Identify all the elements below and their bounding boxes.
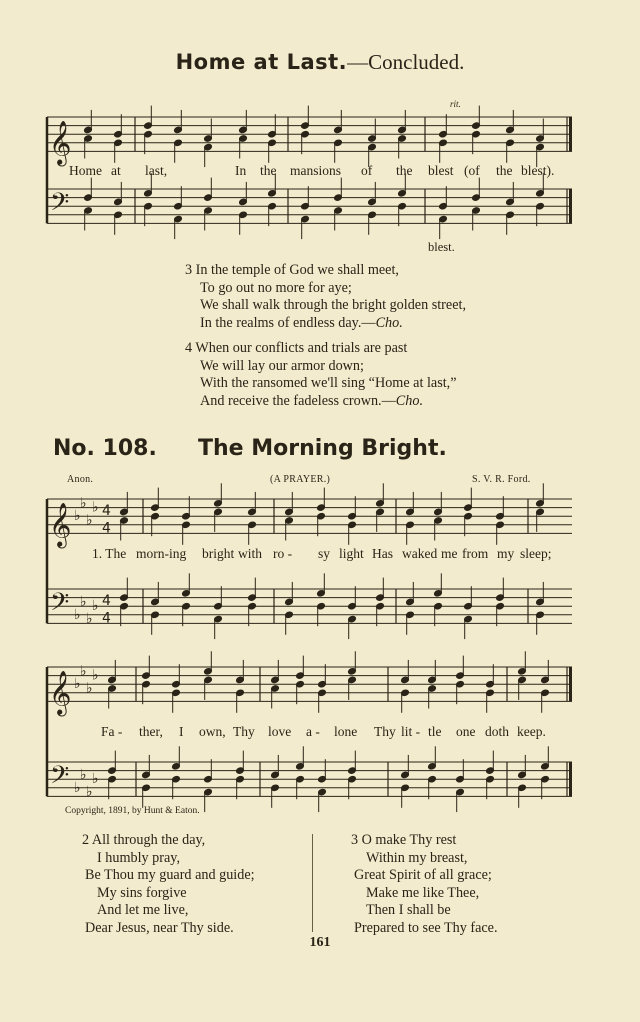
lyric-word: In [235, 163, 247, 178]
flat-sign: ♭ [74, 606, 81, 623]
verse-line: My sins forgive [97, 884, 187, 901]
time-signature: 4 [102, 503, 111, 520]
flat-sign: ♭ [80, 495, 87, 512]
verse-line: Prepared to see Thy face. [354, 919, 498, 936]
page-number: 161 [309, 935, 331, 950]
concluded-title-sub: —Concluded. [347, 50, 465, 74]
verse-divider [312, 834, 313, 932]
lyric-word: lit - [401, 724, 421, 739]
flat-sign: ♭ [86, 512, 93, 529]
author-left: Anon. [67, 474, 94, 485]
flat-sign: ♭ [80, 766, 87, 783]
time-signature: 4 [102, 520, 111, 537]
bass-clef: 𝄢 [50, 587, 70, 623]
lyric-word: light [339, 546, 364, 561]
lyric-word: Fa - [101, 724, 123, 739]
flat-sign: ♭ [74, 779, 81, 796]
lyric-word: of [361, 163, 373, 178]
lyric-word: a - [306, 724, 320, 739]
chorus-marker: Cho. [395, 392, 423, 409]
lyric-word: at [111, 163, 121, 178]
lyric-word: lone [334, 724, 358, 739]
verse-line: Dear Jesus, near Thy side. [85, 919, 234, 936]
lyric-word: mansions [290, 163, 342, 178]
lyric-word: me [441, 546, 458, 561]
lyric-word: the [260, 163, 277, 178]
verse-line: Great Spirit of all grace; [354, 867, 492, 884]
lyric-word: love [268, 724, 292, 739]
concluded-title-main: Home at Last. [175, 50, 348, 74]
verse-line: 3 O make Thy rest [351, 832, 457, 848]
chorus-marker: Cho. [375, 314, 403, 331]
lyric-word: the [396, 163, 413, 178]
lyric-word: own, [199, 724, 226, 739]
flat-sign: ♭ [92, 499, 99, 516]
treble-clef: 𝄞 [49, 502, 72, 547]
verse-line: 3 In the temple of God we shall meet, [185, 262, 399, 278]
lower-staff-word: blest. [428, 240, 455, 254]
bass-clef: 𝄢 [50, 187, 70, 223]
lyric-word: bright [202, 546, 235, 561]
author-right: S. V. R. Ford. [472, 474, 531, 485]
flat-sign: ♭ [86, 784, 93, 801]
lyric-word: I [179, 724, 184, 739]
verse-line: Be Thou my guard and guide; [85, 867, 255, 884]
flat-sign: ♭ [74, 508, 81, 525]
hymn108-verse-3 [351, 832, 498, 938]
lyric-word: keep. [517, 724, 546, 739]
lyric-word: with [238, 546, 263, 561]
lyric-word: Home [69, 163, 102, 178]
hymn-title: The Morning Bright. [198, 436, 447, 461]
verse-line: We will lay our armor down; [200, 357, 364, 374]
verse-line: To go out no more for aye; [200, 279, 352, 296]
lyric-word: Thy [233, 724, 255, 739]
verse-line: And receive the fadeless crown.— [200, 392, 396, 409]
lyric-word: ther, [139, 724, 163, 739]
flat-sign: ♭ [74, 676, 81, 693]
hymn108-verse-2 [82, 832, 255, 938]
lyric-word: sleep; [520, 546, 552, 561]
lyric-word: last, [145, 163, 168, 178]
verse-line: 4 When our conflicts and trials are past [185, 340, 408, 356]
rit-marking: rit. [450, 99, 461, 109]
flat-sign: ♭ [92, 667, 99, 684]
lyric-word: 1. The [92, 546, 127, 561]
lyric-word: sy [318, 546, 331, 561]
flat-sign: ♭ [80, 593, 87, 610]
time-signature: 4 [102, 610, 111, 627]
hymn-subtitle: (A PRAYER.) [270, 474, 331, 485]
lyric-word: my [497, 546, 515, 561]
flat-sign: ♭ [86, 680, 93, 697]
verse-line: Make me like Thee, [366, 884, 480, 901]
lyric-word: from [462, 546, 489, 561]
lyric-word: ro - [273, 546, 293, 561]
verse-line: Then I shall be [366, 902, 451, 919]
lyric-word: blest [428, 163, 454, 178]
lyric-word: Has [372, 546, 393, 561]
lyric-word: morn-ing [136, 546, 187, 561]
copyright-note: Copyright, 1891, by Hunt & Eaton. [65, 806, 200, 816]
verse-line: We shall walk through the bright golden street, [200, 297, 466, 314]
flat-sign: ♭ [80, 663, 87, 680]
lyric-word: tle [428, 724, 442, 739]
lyric-word: blest). [521, 163, 555, 178]
verse-line: In the realms of endless day.— [200, 314, 376, 331]
lyric-word: Thy [374, 724, 396, 739]
verse-line: Within my breast, [366, 849, 468, 866]
flat-sign: ♭ [92, 771, 99, 788]
treble-clef: 𝄞 [49, 120, 72, 165]
lyric-word: the [496, 163, 513, 178]
flat-sign: ♭ [92, 598, 99, 615]
lyric-word: (of [464, 163, 480, 178]
verse-line: With the ransomed we'll sing “Home at last,” [200, 375, 457, 392]
hymn-number: No. 108. [53, 436, 157, 461]
time-signature: 4 [102, 593, 111, 610]
verse-line: 2 All through the day, [82, 832, 206, 848]
flat-sign: ♭ [86, 611, 93, 628]
lyric-word: one [456, 724, 476, 739]
lyric-word: doth [485, 724, 510, 739]
verse-line: I humbly pray, [97, 849, 181, 866]
lyric-word: waked [402, 546, 438, 561]
treble-clef: 𝄞 [49, 670, 72, 715]
verse-line: And let me live, [97, 902, 189, 919]
bass-clef: 𝄢 [50, 760, 70, 796]
